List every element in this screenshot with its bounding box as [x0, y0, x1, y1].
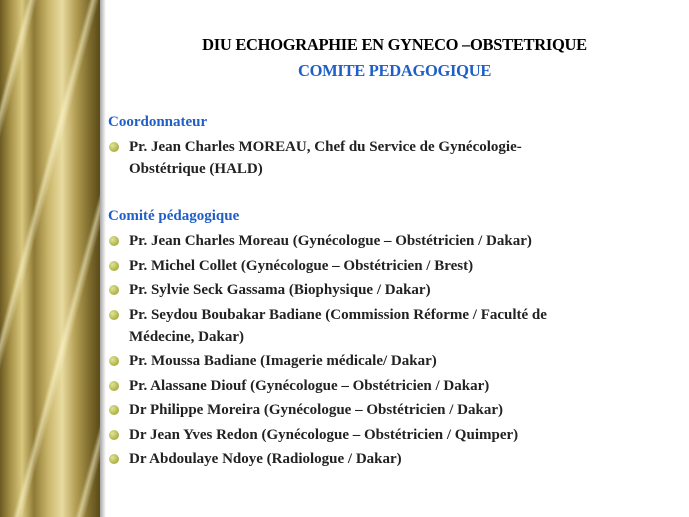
- list-item-line: Pr. Seydou Boubakar Badiane (Commission Réforme / Faculté de: [129, 306, 547, 323]
- list-item-line: Pr. Jean Charles MOREAU, Chef du Service de Gynécologie-: [129, 139, 522, 155]
- list-item-line: Médecine, Dakar): [129, 328, 244, 345]
- list-item: [108, 255, 648, 277]
- list-item-line: Obstétrique (HALD): [129, 161, 263, 177]
- committee-heading: Comité pédagogique: [108, 208, 240, 224]
- bullet-icon: [109, 454, 119, 464]
- list-item-line: Dr Abdoulaye Ndoye (Radiologue / Dakar): [129, 451, 402, 467]
- bullet-icon: [109, 381, 119, 391]
- list-item: [108, 375, 648, 397]
- list-item: [108, 424, 648, 446]
- decorative-gold-border: [0, 0, 100, 517]
- coordinator-heading: Coordonnateur: [108, 114, 208, 130]
- committee-list: [108, 230, 648, 473]
- bullet-icon: [109, 430, 119, 440]
- bullet-icon: [109, 236, 119, 246]
- bullet-icon: [109, 405, 119, 415]
- list-item-line: Pr. Sylvie Seck Gassama (Biophysique / Dakar): [129, 282, 431, 298]
- list-item-line: Pr. Jean Charles Moreau (Gynécologue – Obstétricien / Dakar): [129, 233, 532, 249]
- bullet-icon: [109, 261, 119, 271]
- slide-title: DIU ECHOGRAPHIE EN GYNECO –OBSTETRIQUE: [202, 35, 587, 54]
- list-item-line: Dr Philippe Moreira (Gynécologue – Obstétricien / Dakar): [129, 402, 503, 418]
- list-item-line: Pr. Moussa Badiane (Imagerie médicale/ Dakar): [129, 353, 437, 369]
- coordinator-list: [108, 136, 648, 183]
- list-item: [108, 230, 648, 252]
- list-item: [108, 350, 648, 372]
- bullet-icon: [109, 142, 119, 152]
- list-item-line: Dr Jean Yves Redon (Gynécologue – Obstétricien / Quimper): [129, 426, 519, 443]
- bullet-icon: [109, 310, 119, 320]
- list-item: [108, 304, 648, 348]
- list-item: [108, 136, 648, 180]
- list-item: [108, 399, 648, 421]
- list-item-line: Pr. Alassane Diouf (Gynécologue – Obstétricien / Dakar): [129, 377, 490, 394]
- list-item: [108, 448, 648, 470]
- bullet-icon: [109, 356, 119, 366]
- list-item-line: Pr. Michel Collet (Gynécologue – Obstétricien / Brest): [129, 257, 474, 274]
- bullet-icon: [109, 285, 119, 295]
- slide-subtitle: COMITE PEDAGOGIQUE: [297, 61, 492, 80]
- list-item: [108, 279, 648, 301]
